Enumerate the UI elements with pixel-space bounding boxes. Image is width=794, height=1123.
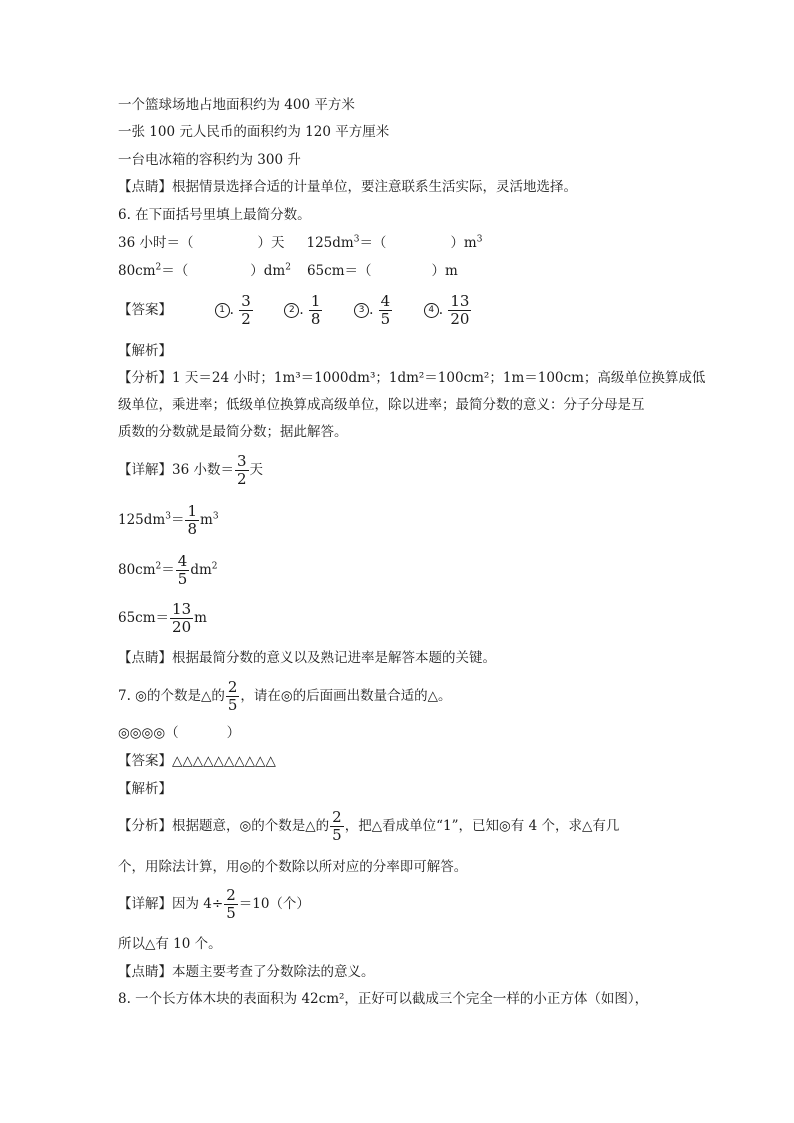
superscript: 3 <box>165 511 171 522</box>
xiangjie-label: 【详解】36 小数＝ <box>118 462 234 478</box>
xiangjie-text: ＝10（个） <box>238 896 310 912</box>
superscript: 3 <box>476 234 483 245</box>
answer-item-3: 3 . $\frac{4}{5}$ <box>354 302 397 318</box>
q6-blank-2-label: 125dm <box>306 235 354 251</box>
text-line: 一台电冰箱的容积约为 300 升 <box>118 152 301 168</box>
fenxi-line: 级单位，乘进率；低级单位换算成高级单位，除以进率；最简分数的意义：分子分母是互 <box>118 397 645 413</box>
question-8-title: 8. 一个长方体木块的表面积为 42cm²，正好可以截成三个完全一样的小正方体（如图）， <box>118 991 649 1007</box>
q6-blank-1-label: 36 小时＝（ <box>118 235 194 251</box>
text-line: 一张 100 元人民币的面积约为 120 平方厘米 <box>118 124 390 140</box>
answer-item-4: 4 . $\frac{13}{20}$ <box>424 302 473 318</box>
fenxi-line: 【分析】1 天＝24 小时；1m³＝1000dm³；1dm²＝100cm²；1m＝100cm；高级单位换算成低 <box>118 370 706 386</box>
unit: dm <box>190 562 212 578</box>
answer-item-1: 1 . $\frac{3}{2}$ <box>215 302 258 318</box>
q6-blank-4-label: 65cm＝（ <box>306 263 372 279</box>
q7-conclusion: 所以△有 10 个。 <box>118 936 222 952</box>
fenxi-text: ，把△看成单位“1”，已知◎有 4 个，求△有几 <box>344 818 620 834</box>
circled-number: 1 <box>215 303 230 318</box>
q7-answer: 【答案】△△△△△△△△△△ <box>118 753 276 769</box>
q7-fenxi-line-2: 个，用除法计算，用◎的个数除以所对应的分率即可解答。 <box>118 859 468 875</box>
q6-unit: ）天 <box>257 235 285 251</box>
jiexi-label: 【解析】 <box>118 781 172 797</box>
circled-number: 2 <box>284 303 299 318</box>
equals: ＝ <box>170 512 185 528</box>
q6-unit: ）m <box>450 235 477 251</box>
text-line: 一个篮球场地占地面积约为 400 平方米 <box>118 97 355 113</box>
superscript: 2 <box>155 561 162 572</box>
fraction: $\frac{3}{2}$ <box>241 292 251 328</box>
question-7-title <box>118 676 452 716</box>
circle-symbols: ◎◎◎◎（ <box>118 725 179 741</box>
q6-row-1 <box>118 234 482 252</box>
dianjing-note: 【点睛】本题主要考查了分数除法的意义。 <box>118 964 375 980</box>
fraction: $\frac{3}{2}$ <box>236 452 247 488</box>
superscript: 2 <box>155 262 162 273</box>
q7-xiangjie-line <box>118 884 310 924</box>
unit: m <box>194 610 207 626</box>
fraction: $\frac{4}{5}$ <box>177 552 188 588</box>
q7-text: 7. ◎的个数是△的 <box>118 688 225 704</box>
q6-text: ＝（ <box>161 263 189 279</box>
fraction: $\frac{2}{5}$ <box>332 808 342 844</box>
quantity: 125dm <box>118 512 166 528</box>
circled-number: 4 <box>424 303 439 318</box>
xiangjie-line-4 <box>118 598 207 638</box>
dianjing-note: 【点睛】根据情景选择合适的计量单位，要注意联系生活实际，灵活地选择。 <box>118 179 577 195</box>
superscript: 2 <box>211 561 218 572</box>
q6-unit: ）dm <box>250 263 286 279</box>
fenxi-text: 【分析】根据题意，◎的个数是△的 <box>118 818 330 834</box>
quantity: 65cm＝ <box>118 610 170 626</box>
fraction: $\frac{1}{8}$ <box>187 502 197 538</box>
xiangjie-line-2 <box>118 500 219 540</box>
q7-circles-row <box>118 724 240 742</box>
q6-row-2 <box>118 262 458 280</box>
unit: m <box>200 512 213 528</box>
dianjing-note: 【点睛】根据最简分数的意义以及熟记进率是解答本题的关键。 <box>118 650 496 666</box>
answer-item-2: 2 . $\frac{1}{8}$ <box>284 302 327 318</box>
equals: ＝ <box>161 562 175 578</box>
answer-label: 【答案】 <box>118 302 172 318</box>
fraction: $\frac{13}{20}$ <box>172 600 192 636</box>
q7-fenxi-line-1 <box>118 806 619 846</box>
superscript: 3 <box>353 234 360 245</box>
q7-text: ） <box>226 725 241 741</box>
unit: 天 <box>249 462 264 478</box>
question-6-title: 6. 在下面括号里填上最简分数。 <box>118 207 311 223</box>
superscript: 2 <box>285 262 291 273</box>
xiangjie-text: 【详解】因为 4÷ <box>118 896 224 912</box>
superscript: 3 <box>212 511 219 522</box>
fraction: $\frac{4}{5}$ <box>380 292 391 328</box>
q6-answer-row <box>118 290 472 330</box>
fraction: $\frac{13}{20}$ <box>450 292 470 328</box>
q6-text: ＝（ <box>359 235 387 251</box>
jiexi-label: 【解析】 <box>118 343 172 359</box>
fenxi-line: 质数的分数就是最简分数；据此解答。 <box>118 424 348 440</box>
q6-unit: ）m <box>431 263 458 279</box>
q6-blank-3-label: 80cm <box>118 263 156 279</box>
quantity: 80cm <box>118 562 156 578</box>
fraction: $\frac{1}{8}$ <box>310 292 321 328</box>
circled-number: 3 <box>354 303 369 318</box>
q7-text: ，请在◎的后面画出数量合适的△。 <box>240 688 452 704</box>
fraction: $\frac{2}{5}$ <box>227 678 238 714</box>
xiangjie-line-1 <box>118 450 263 490</box>
fraction: $\frac{2}{5}$ <box>226 886 236 922</box>
xiangjie-line-3 <box>118 550 218 590</box>
